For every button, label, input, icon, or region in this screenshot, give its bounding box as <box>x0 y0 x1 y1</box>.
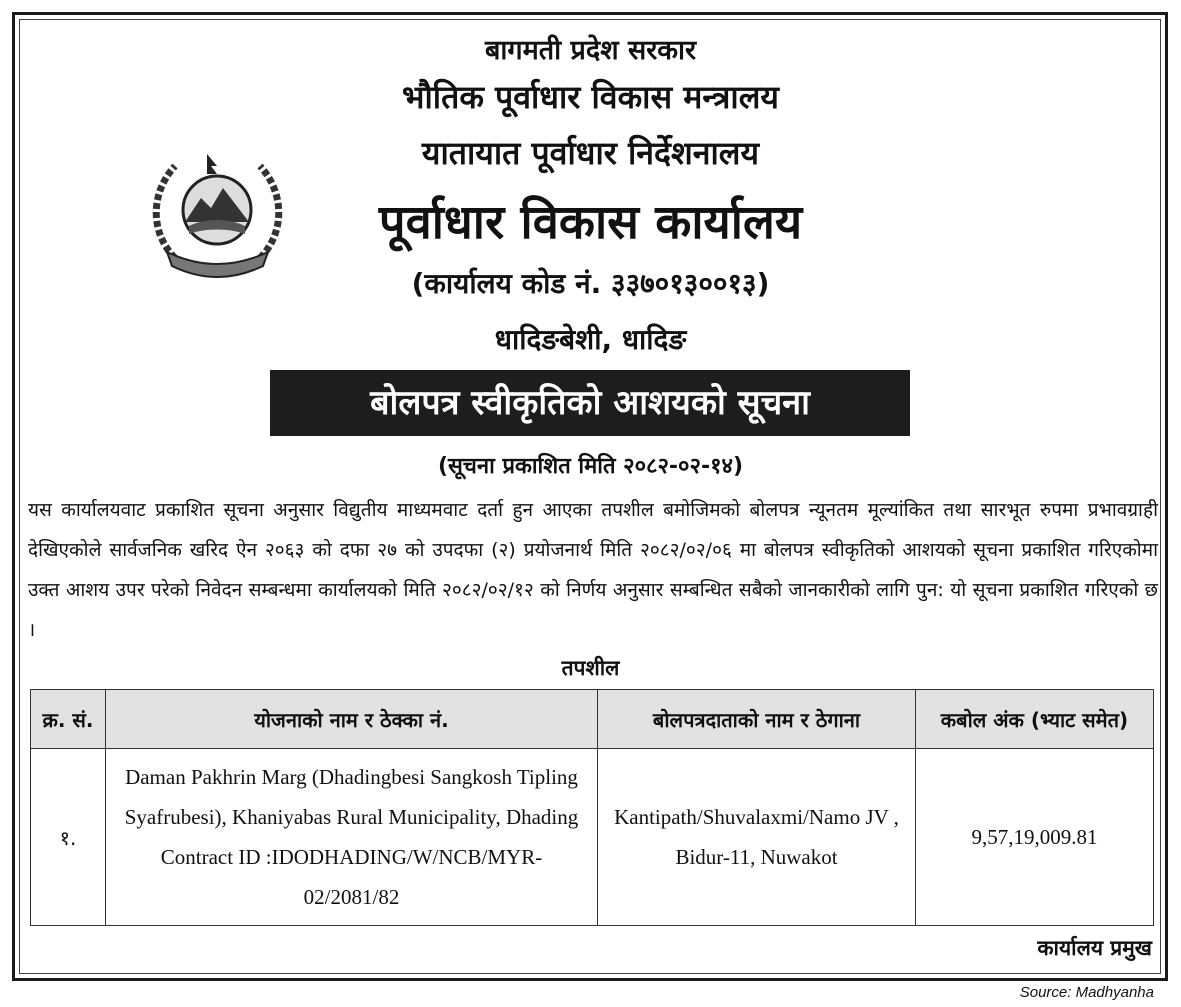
published-date: (सूचना प्रकाशित मिति २०८२-०२-१४) <box>437 454 744 479</box>
office-chief-signature: कार्यालय प्रमुख <box>1037 936 1152 960</box>
cell-sn: १. <box>31 749 106 926</box>
notice-body: यस कार्यालयवाट प्रकाशित सूचना अनुसार विद्युतीय माध्यमवाट दर्ता हुन आएका तपशील बमोजिमको बोलपत्र न्यूनतम मूल्यांकित तथा सारभूत रुपमा प्रभावग्राही देखिएकोले सार्वजनिक खरिद ऐन २०६३ को दफा २७ को उपदफा (२) प्रयोजनार्थ मिति २०८२/०२/०६ मा बोलपत्र स्वीकृतिको आशयको सूचना प्रकाशित गरिएकोमा उक्त आशय उपर परेको निवेदन सम्बन्धमा कार्यालयको मिति २०८२/०२/१२ को निर्णय अनुसार सम्बन्धित सबैको जानकारीको लागि पुन: यो सूचना प्रकाशित गरिएको छ । <box>28 499 1158 641</box>
col-header-project: योजनाको नाम र ठेक्का नं. <box>106 690 598 749</box>
office-code: (कार्यालय कोड नं. ३३७०१३००१३) <box>411 267 770 300</box>
office-location: धादिङबेशी, धादिङ <box>494 323 687 356</box>
col-header-sn: क्र. सं. <box>31 690 106 749</box>
office-name: पूर्वाधार विकास कार्यालय <box>378 195 803 250</box>
notice-title-banner: बोलपत्र स्वीकृतिको आशयको सूचना <box>270 370 910 436</box>
col-header-amount: कबोल अंक (भ्याट समेत) <box>916 690 1154 749</box>
cell-project: Daman Pakhrin Marg (Dhadingbesi Sangkosh Tipling Syafrubesi), Khaniyabas Rural Municipality, Dhading Contract ID :IDODHADING/W/NCB/MYR-02/2081/82 <box>106 749 598 926</box>
province-government: बागमती प्रदेश सरकार <box>484 35 697 66</box>
cell-bidder: Kantipath/Shuvalaxmi/Namo JV , Bidur-11, Nuwakot <box>598 749 916 926</box>
ministry-name: भौतिक पूर्वाधार विकास मन्त्रालय <box>402 78 779 116</box>
details-table <box>30 689 1154 926</box>
col-header-bidder: बोलपत्रदाताको नाम र ठेगाना <box>598 690 916 749</box>
details-heading: तपशील <box>561 656 620 680</box>
table-header-row <box>31 690 1154 749</box>
source-credit: Source: Madhyanha <box>1019 984 1154 1001</box>
cell-amount: 9,57,19,009.81 <box>916 749 1154 926</box>
table-row <box>31 749 1154 926</box>
directorate-name: यातायात पूर्वाधार निर्देशनालय <box>421 134 760 172</box>
nepal-emblem-icon <box>145 148 290 278</box>
